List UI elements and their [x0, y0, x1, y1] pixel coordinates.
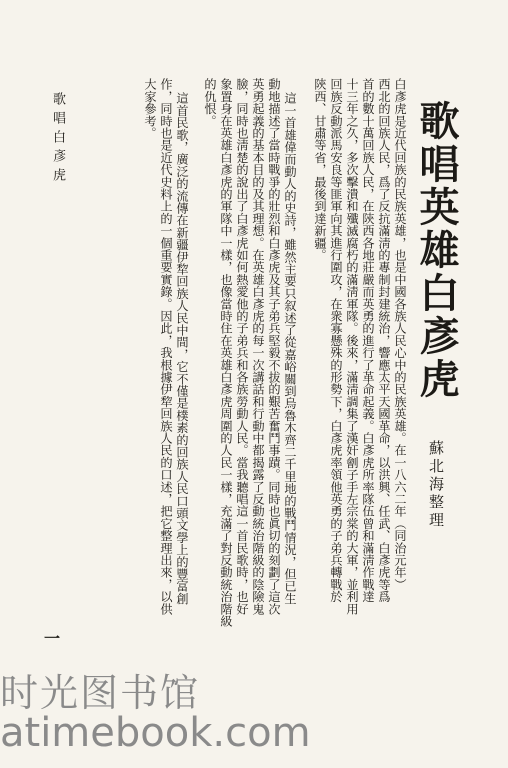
body-column: 作，同時也是近代史料上的一個重要實錄。因此，我根據伊犂回族人民的口述，把它整理出來，以供: [159, 78, 173, 615]
body-column: 象置身在英雄白彥虎的軍隊中一樣，也像當時住在英雄白彥虎周圍的人民一樣，充滿了對反動統治階級: [219, 78, 233, 627]
author-byline: 蘇北海整理: [427, 440, 445, 530]
watermark-url: atimebook.com: [0, 710, 311, 756]
body-column: 動地描述了當時戰爭的壯烈和白彥虎及其子弟兵堅毅不拔的艱苦奮鬥事蹟。同時也眞切的刻劃了這次: [267, 78, 281, 615]
body-column: 陝西、甘肅等省，最後到達新疆。: [313, 78, 327, 261]
running-head: 歌唱白彥虎: [50, 92, 65, 187]
body-column: 首的數十萬回族人民，在陝西各地莊嚴而英勇的進行了革命起義。白彥虎所率隊伍曾和滿淸作戰達: [361, 78, 375, 603]
body-column: 臉，同時也淸楚的說出了白彥虎如何熱愛他的子弟兵和各族勞動人民。當我聽唱這一首民歌時，也好: [235, 78, 249, 615]
body-column: 這一首雄偉而動人的史詩，雖然主要只叙述了從嘉峪關到烏魯木齊二千里地的戰鬥情況，但已生: [283, 92, 297, 605]
body-column: 大家參考。: [143, 78, 157, 139]
watermark-chinese: 时光图书馆: [0, 671, 201, 715]
body-column: 西北的回族人民，爲了反抗滿淸的專制封建統治，響應太平天國革命，以洪興、任武、白彥虎等爲: [377, 78, 391, 603]
body-column: 的仇恨。: [203, 78, 217, 127]
body-column: 十三年之久，多次擊潰和殲滅腐朽的滿淸軍隊。後來，滿淸調集了漢奸劊子手左宗棠的大軍，並利用: [345, 78, 359, 615]
body-column: 英勇起義的基本目的及其理想。在英雄白彥虎的每一次講話和行動中都揭露了反動統治階級的陰險鬼: [251, 78, 265, 615]
body-column: 回族反動派馬安良等匪軍向其進行圍攻，在衆寡懸殊的形勢下，白彥虎率領他英勇的子弟兵轉戰於: [329, 78, 343, 603]
article-title: 歌唱英雄白彥虎: [413, 100, 459, 401]
body-column: 白彥虎是近代回族的民族英雄，也是中國各族人民心中的民族英雄。在一八六二年（同治元年）: [393, 78, 407, 591]
page-number: 一: [44, 629, 61, 648]
body-column: 這首民歌，廣泛的流傳在新疆伊犂回族人民中間，它不僅是樸素的回族人民口頭文學上的豐富創: [175, 92, 189, 605]
